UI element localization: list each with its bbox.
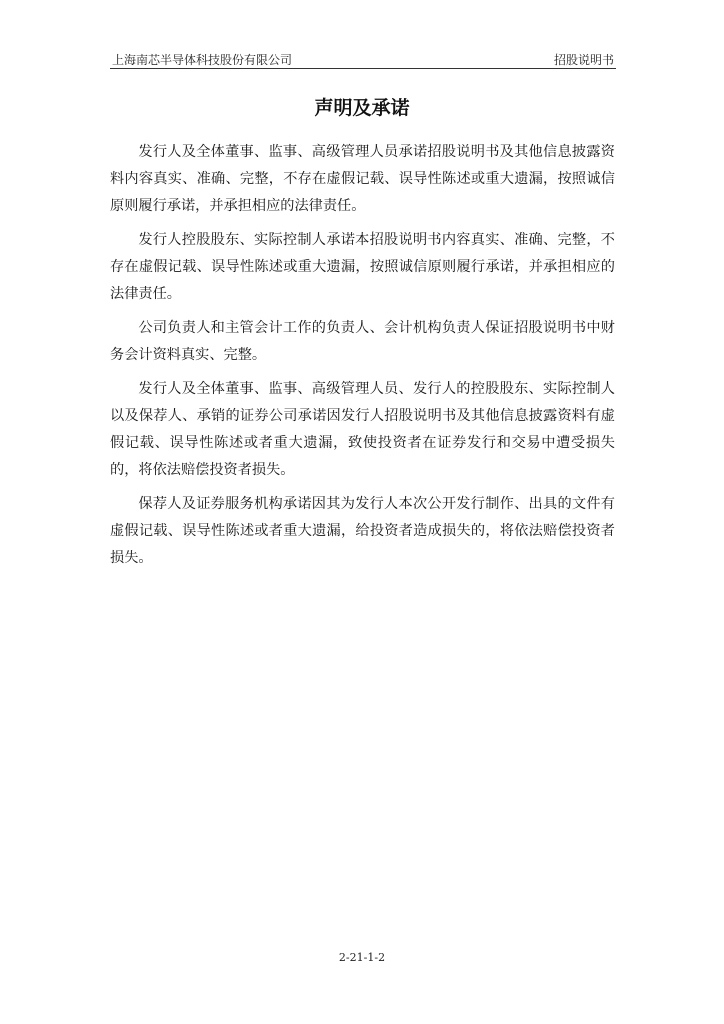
header-document-type: 招股说明书	[553, 53, 614, 67]
page-number: 2-21-1-2	[338, 951, 386, 964]
document-body	[110, 139, 615, 579]
header-company-name: 上海南芯半导体科技股份有限公司	[112, 53, 293, 67]
header-divider	[110, 68, 616, 69]
paragraph-sponsor-commitment: 保荐人及证券服务机构承诺因其为发行人本次公开发行制作、出具的文件有虚假记载、误导性陈述或者重大遗漏，给投资者造成损失的，将依法赔偿投资者损失。	[110, 496, 615, 566]
page-title: 声明及承诺	[314, 97, 410, 119]
paragraph-compensation-commitment: 发行人及全体董事、监事、高级管理人员、发行人的控股股东、实际控制人以及保荐人、承销的证券公司承诺因发行人招股说明书及其他信息披露资料有虚假记载、误导性陈述或者重大遗漏，致使投资者在证券发行和交易中遭受损失的，将依法赔偿投资者损失。	[110, 381, 615, 478]
paragraph-controller-commitment: 发行人控股股东、实际控制人承诺本招股说明书内容真实、准确、完整，不存在虚假记载、误导性陈述或重大遗漏，按照诚信原则履行承诺，并承担相应的法律责任。	[110, 232, 615, 302]
paragraph-accounting-guarantee: 公司负责人和主管会计工作的负责人、会计机构负责人保证招股说明书中财务会计资料真实、完整。	[110, 320, 615, 363]
paragraph-issuer-commitment: 发行人及全体董事、监事、高级管理人员承诺招股说明书及其他信息披露资料内容真实、准确、完整，不存在虚假记载、误导性陈述或重大遗漏，按照诚信原则履行承诺，并承担相应的法律责任。	[110, 144, 615, 214]
